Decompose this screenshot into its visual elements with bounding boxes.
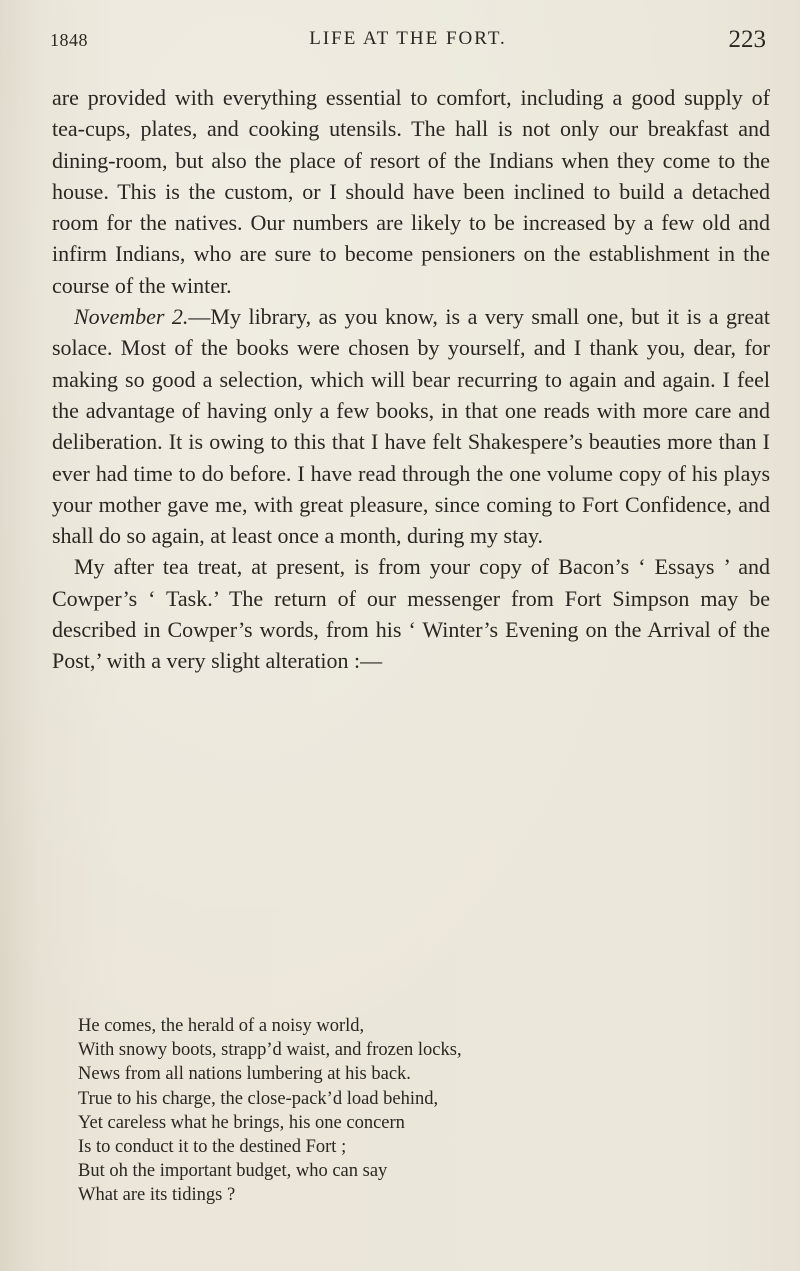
entry-date: November 2. [74, 304, 189, 330]
poem-line: News from all nations lumbering at his back. [78, 1064, 411, 1085]
poem-line: What are its tidings ? [78, 1185, 236, 1206]
paragraph: are provided with everything essential to comfort, including a good supply of tea-cups, plates, and cooking utensils. The hall is not only our breakfast and dining-room, but also the place of resort of the Indians when they come to the house. This is the custom, or I should have been inclined to build a detached room for the natives. Our numbers are likely to be increased by a few old and infirm Indians, who are sure to become pensioners on the establishment in the course of the winter. [52, 85, 770, 298]
paragraph: My after tea treat, at present, is from your copy of Bacon’s ‘ Essays ’ and Cowper’s ‘ Task.’ The return of our messenger from Fort Simpson may be described in Cowper’s words, from his ‘ Winter’s Evening on the Arrival of the Post,’ with a very slight alteration :— [52, 554, 770, 674]
poem-line: He comes, the herald of a noisy world, [78, 1016, 365, 1036]
page-header [50, 26, 766, 56]
entry-text: —My library, as you know, is a very small one, but it is a great solace. Most of the books were chosen by yourself, and I thank you, dear, for making so good a selection, which will bear recurring to again and again. I feel the advantage of having only a few books, in that one reads with more care and deliberation. It is owing to this that I have felt Shakespere’s beauties more than I ever had time to do before. I have read through the one volume copy of his plays your mother gave me, with great pleasure, since coming to Fort Confidence, and shall do so again, at least once a month, during my stay. [52, 304, 770, 549]
body-text [52, 82, 770, 677]
paragraph-dated-entry [52, 301, 770, 551]
poem-quotation [78, 1014, 768, 1208]
running-title: LIFE AT THE FORT. [309, 28, 507, 49]
poem-line: Yet careless what he brings, his one concern [78, 1112, 405, 1133]
page-number: 223 [728, 26, 766, 53]
poem-line: Is to conduct it to the destined Fort ; [78, 1137, 347, 1158]
poem-line: True to his charge, the close-pack’d load behind, [78, 1088, 439, 1109]
poem-line: But oh the important budget, who can say [78, 1161, 388, 1182]
header-year: 1848 [50, 30, 88, 50]
poem-line: With snowy boots, strapp’d waist, and frozen locks, [78, 1040, 462, 1061]
